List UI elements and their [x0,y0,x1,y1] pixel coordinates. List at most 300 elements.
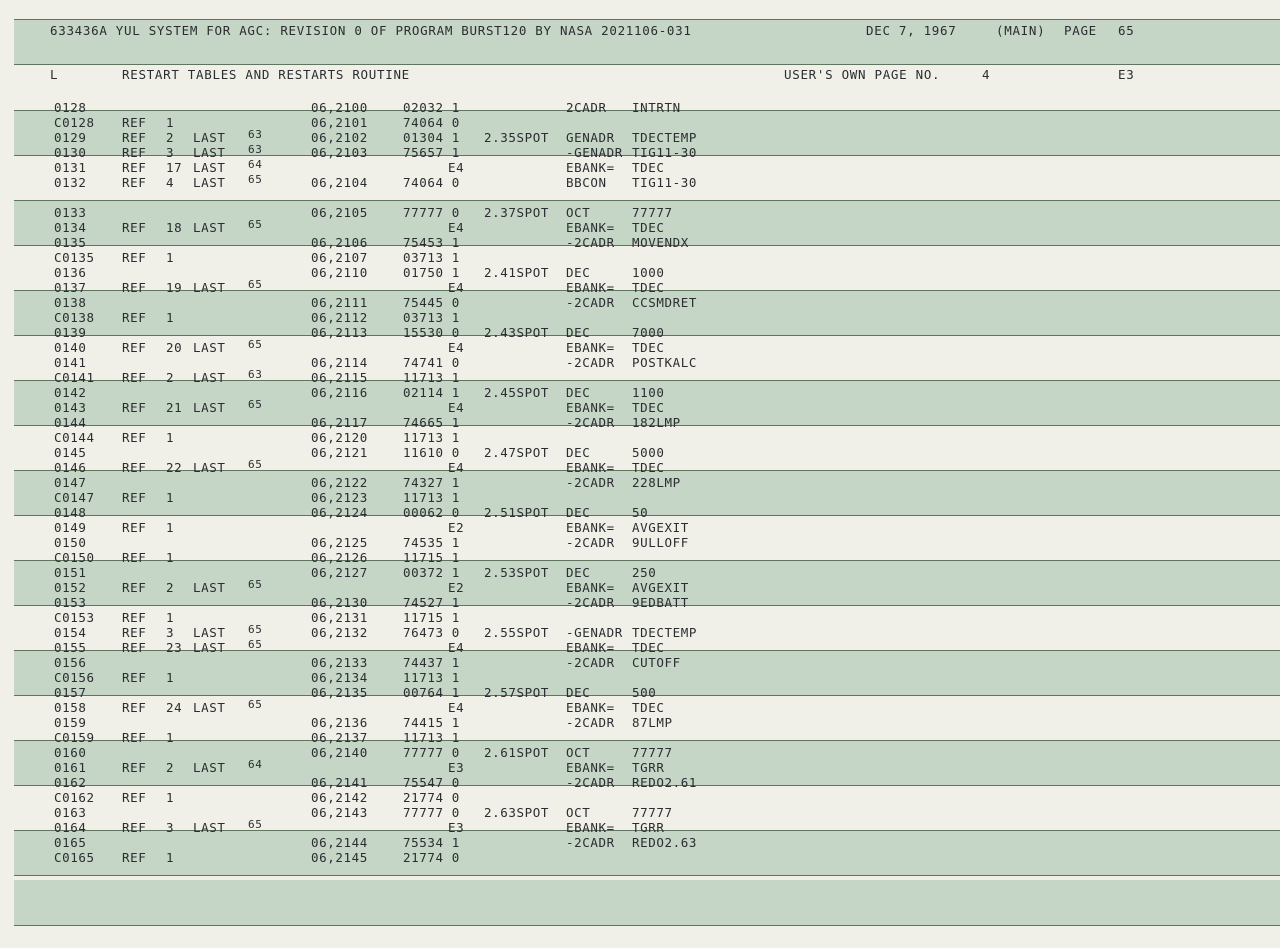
last-keyword: LAST [193,760,226,775]
opcode: -2CADR [566,355,615,370]
address: 06,2131 [311,610,368,625]
octal-word: 01304 1 [403,130,460,145]
ref-count: 4 [166,175,175,190]
ref-count: 1 [166,850,175,865]
ref-keyword: REF [122,370,147,385]
line-number: 0162 [54,775,87,790]
ref-count: 1 [166,670,175,685]
operand: REDO2.61 [632,775,698,790]
table-row [0,836,1280,851]
address: 06,2102 [311,130,368,145]
operand: TDEC [632,400,665,415]
octal-word: 00764 1 [403,685,460,700]
ref-count: 1 [166,490,175,505]
line-number: C0159 [54,730,95,745]
line-number: 0161 [54,760,87,775]
ref-keyword: REF [122,790,147,805]
table-row [0,458,1280,476]
page-number: 65 [1118,23,1135,38]
ref-keyword: REF [122,820,147,835]
table-row [0,851,1280,866]
line-number: 0134 [54,220,87,235]
ref-count: 21 [166,400,183,415]
octal-word: 74415 1 [403,715,460,730]
users-page-label: USER'S OWN PAGE NO. [784,67,941,82]
operand: POSTKALC [632,355,698,370]
last-page: 65 [248,698,263,711]
opcode: EBANK= [566,760,615,775]
operand: INTRTN [632,100,681,115]
ref-count: 1 [166,730,175,745]
table-row [0,116,1280,131]
address: 06,2136 [311,715,368,730]
line-number: C0162 [54,790,95,805]
table-row [0,716,1280,731]
symbol-label: 2.63SPOT [484,805,550,820]
octal-word: E4 [448,700,465,715]
ref-keyword: REF [122,145,147,160]
log-section-letter: L [50,67,59,82]
last-keyword: LAST [193,130,226,145]
table-row [0,311,1280,326]
ref-keyword: REF [122,625,147,640]
table-row [0,698,1280,716]
line-number: 0147 [54,475,87,490]
opcode: EBANK= [566,160,615,175]
operand: REDO2.63 [632,835,698,850]
operand: 1100 [632,385,665,400]
octal-word: E4 [448,340,465,355]
octal-word: 11715 1 [403,610,460,625]
opcode: DEC [566,445,591,460]
operand: AVGEXIT [632,580,689,595]
table-row [0,218,1280,236]
table-row [0,416,1280,431]
ref-count: 2 [166,580,175,595]
line-number: 0137 [54,280,87,295]
line-number: C0128 [54,115,95,130]
line-number: 0128 [54,100,87,115]
address: 06,2100 [311,100,368,115]
opcode: OCT [566,205,591,220]
last-keyword: LAST [193,580,226,595]
operand: 5000 [632,445,665,460]
ref-keyword: REF [122,730,147,745]
operand: TDEC [632,700,665,715]
operand: TGRR [632,820,665,835]
table-row [0,296,1280,311]
line-number: C0165 [54,850,95,865]
address: 06,2137 [311,730,368,745]
table-row [0,671,1280,686]
symbol-label: 2.45SPOT [484,385,550,400]
ref-count: 3 [166,625,175,640]
octal-word: 74064 0 [403,175,460,190]
octal-word: 03713 1 [403,310,460,325]
table-row [0,206,1280,221]
octal-word: 75534 1 [403,835,460,850]
symbol-label: 2.51SPOT [484,505,550,520]
table-row [0,521,1280,536]
opcode: GENADR [566,130,615,145]
last-page: 65 [248,638,263,651]
address: 06,2113 [311,325,368,340]
octal-word: 74327 1 [403,475,460,490]
table-row [0,476,1280,491]
table-row [0,746,1280,761]
ref-count: 1 [166,520,175,535]
line-number: 0149 [54,520,87,535]
listing-main: (MAIN) [996,23,1046,38]
ref-count: 1 [166,310,175,325]
opcode: EBANK= [566,280,615,295]
listing-date: DEC 7, 1967 [866,23,957,38]
table-row [0,506,1280,521]
line-number: 0135 [54,235,87,250]
line-number: 0160 [54,745,87,760]
line-number: 0155 [54,640,87,655]
address: 06,2120 [311,430,368,445]
operand: 1000 [632,265,665,280]
section-title: RESTART TABLES AND RESTARTS ROUTINE [122,67,410,82]
line-number: 0159 [54,715,87,730]
address: 06,2106 [311,235,368,250]
table-row [0,266,1280,281]
octal-word: 75445 0 [403,295,460,310]
line-number: C0150 [54,550,95,565]
octal-word: 11610 0 [403,445,460,460]
address: 06,2145 [311,850,368,865]
opcode: DEC [566,505,591,520]
rule [14,925,1280,926]
table-row [0,731,1280,746]
last-keyword: LAST [193,280,226,295]
table-row [0,656,1280,671]
listing-title: 633436A YUL SYSTEM FOR AGC: REVISION 0 OF PROGRAM BURST120 BY NASA 2021106-031 [50,23,692,38]
last-page: 65 [248,278,263,291]
table-row [0,128,1280,146]
line-number: 0133 [54,205,87,220]
operand: TDEC [632,460,665,475]
opcode: -2CADR [566,295,615,310]
octal-word: 76473 0 [403,625,460,640]
address: 06,2140 [311,745,368,760]
octal-word: 11713 1 [403,370,460,385]
octal-word: 77777 0 [403,205,460,220]
opcode: EBANK= [566,820,615,835]
octal-word: 11713 1 [403,730,460,745]
line-number: C0135 [54,250,95,265]
table-row [0,368,1280,386]
address: 06,2144 [311,835,368,850]
last-page: 65 [248,818,263,831]
opcode: EBANK= [566,700,615,715]
octal-word: 02114 1 [403,385,460,400]
last-keyword: LAST [193,145,226,160]
operand: TGRR [632,760,665,775]
operand: TDEC [632,280,665,295]
octal-word: 11713 1 [403,430,460,445]
line-number: 0136 [54,265,87,280]
operand: TDECTEMP [632,625,698,640]
ref-count: 1 [166,115,175,130]
table-row [0,158,1280,176]
address: 06,2107 [311,250,368,265]
ref-count: 1 [166,790,175,805]
operand: 500 [632,685,657,700]
address: 06,2130 [311,595,368,610]
octal-word: 03713 1 [403,250,460,265]
table-row [0,818,1280,836]
last-keyword: LAST [193,400,226,415]
line-number: 0142 [54,385,87,400]
opcode: -2CADR [566,415,615,430]
octal-word: 74535 1 [403,535,460,550]
opcode: -2CADR [566,475,615,490]
table-row [0,356,1280,371]
last-keyword: LAST [193,340,226,355]
table-row [0,791,1280,806]
line-number: 0129 [54,130,87,145]
table-row [0,611,1280,626]
octal-word: 75547 0 [403,775,460,790]
table-row [0,638,1280,656]
octal-word: 77777 0 [403,805,460,820]
ref-keyword: REF [122,700,147,715]
line-number: 0148 [54,505,87,520]
operand: AVGEXIT [632,520,689,535]
table-row [0,758,1280,776]
address: 06,2122 [311,475,368,490]
opcode: EBANK= [566,580,615,595]
last-page: 63 [248,368,263,381]
ref-count: 2 [166,370,175,385]
ref-keyword: REF [122,850,147,865]
ref-count: 19 [166,280,183,295]
ref-count: 24 [166,700,183,715]
octal-word: 74527 1 [403,595,460,610]
table-row [0,446,1280,461]
last-keyword: LAST [193,640,226,655]
table-row [0,398,1280,416]
ref-keyword: REF [122,340,147,355]
operand: TDEC [632,340,665,355]
octal-word: 77777 0 [403,745,460,760]
last-keyword: LAST [193,625,226,640]
address: 06,2142 [311,790,368,805]
address: 06,2117 [311,415,368,430]
octal-word: 75657 1 [403,145,460,160]
line-number: 0146 [54,460,87,475]
octal-word: 75453 1 [403,235,460,250]
opcode: EBANK= [566,520,615,535]
opcode: -2CADR [566,655,615,670]
table-row [0,551,1280,566]
line-number: C0144 [54,430,95,445]
opcode: EBANK= [566,220,615,235]
page-label: PAGE [1064,23,1097,38]
opcode: -2CADR [566,775,615,790]
operand: CCSMDRET [632,295,698,310]
ref-keyword: REF [122,670,147,685]
operand: TDECTEMP [632,130,698,145]
operand: 9EDBATT [632,595,689,610]
line-number: 0131 [54,160,87,175]
table-row [0,101,1280,116]
ref-keyword: REF [122,220,147,235]
opcode: DEC [566,385,591,400]
ref-count: 2 [166,760,175,775]
address: 06,2116 [311,385,368,400]
address: 06,2111 [311,295,368,310]
ref-count: 17 [166,160,183,175]
table-row [0,338,1280,356]
table-row [0,143,1280,161]
symbol-label: 2.35SPOT [484,130,550,145]
address: 06,2104 [311,175,368,190]
octal-word: E3 [448,760,465,775]
last-page: 65 [248,218,263,231]
opcode: BBCON [566,175,607,190]
address: 06,2143 [311,805,368,820]
address: 06,2125 [311,535,368,550]
line-number: C0147 [54,490,95,505]
operand: 77777 [632,205,673,220]
table-row [0,491,1280,506]
last-page: 63 [248,128,263,141]
line-number: 0132 [54,175,87,190]
line-number: 0150 [54,535,87,550]
address: 06,2141 [311,775,368,790]
line-number: 0154 [54,625,87,640]
operand: MOVENDX [632,235,689,250]
table-row [0,251,1280,266]
line-number: C0153 [54,610,95,625]
opcode: DEC [566,685,591,700]
ref-keyword: REF [122,490,147,505]
line-number: 0153 [54,595,87,610]
operand: TDEC [632,640,665,655]
e-code: E3 [1118,67,1135,82]
opcode: DEC [566,565,591,580]
table-row [0,326,1280,341]
address: 06,2134 [311,670,368,685]
ref-keyword: REF [122,280,147,295]
line-number: C0138 [54,310,95,325]
opcode: -2CADR [566,835,615,850]
ref-keyword: REF [122,130,147,145]
line-number: 0157 [54,685,87,700]
operand: 250 [632,565,657,580]
symbol-label: 2.41SPOT [484,265,550,280]
opcode: -2CADR [566,235,615,250]
octal-word: 01750 1 [403,265,460,280]
octal-word: E4 [448,640,465,655]
opcode: EBANK= [566,640,615,655]
octal-word: 02032 1 [403,100,460,115]
address: 06,2124 [311,505,368,520]
table-row [0,578,1280,596]
address: 06,2132 [311,625,368,640]
last-keyword: LAST [193,820,226,835]
opcode: -GENADR [566,625,623,640]
line-number: 0130 [54,145,87,160]
ref-count: 22 [166,460,183,475]
line-number: 0141 [54,355,87,370]
address: 06,2115 [311,370,368,385]
line-number: 0139 [54,325,87,340]
opcode: OCT [566,745,591,760]
ref-count: 1 [166,430,175,445]
last-keyword: LAST [193,220,226,235]
ref-keyword: REF [122,115,147,130]
octal-word: 74064 0 [403,115,460,130]
ref-keyword: REF [122,760,147,775]
octal-word: E4 [448,460,465,475]
last-keyword: LAST [193,175,226,190]
ref-keyword: REF [122,175,147,190]
address: 06,2127 [311,565,368,580]
last-page: 65 [248,338,263,351]
ref-count: 2 [166,130,175,145]
ref-count: 1 [166,550,175,565]
symbol-label: 2.47SPOT [484,445,550,460]
last-keyword: LAST [193,460,226,475]
line-number: 0163 [54,805,87,820]
ref-keyword: REF [122,640,147,655]
operand: TDEC [632,220,665,235]
symbol-label: 2.61SPOT [484,745,550,760]
symbol-label: 2.55SPOT [484,625,550,640]
table-row [0,566,1280,581]
address: 06,2112 [311,310,368,325]
last-keyword: LAST [193,370,226,385]
ref-count: 18 [166,220,183,235]
operand: TDEC [632,160,665,175]
ref-keyword: REF [122,580,147,595]
octal-word: 15530 0 [403,325,460,340]
ref-keyword: REF [122,550,147,565]
last-page: 63 [248,143,263,156]
ref-count: 20 [166,340,183,355]
symbol-label: 2.37SPOT [484,205,550,220]
ref-count: 1 [166,250,175,265]
octal-word: 11713 1 [403,490,460,505]
octal-word: 74741 0 [403,355,460,370]
opcode: -2CADR [566,715,615,730]
opcode: -2CADR [566,535,615,550]
symbol-label: 2.53SPOT [484,565,550,580]
ref-keyword: REF [122,430,147,445]
table-row [0,806,1280,821]
address: 06,2110 [311,265,368,280]
ref-count: 23 [166,640,183,655]
last-page: 64 [248,758,263,771]
line-number: 0164 [54,820,87,835]
users-page-number: 4 [982,67,991,82]
address: 06,2123 [311,490,368,505]
line-number: 0152 [54,580,87,595]
octal-word: E4 [448,220,465,235]
line-number: 0158 [54,700,87,715]
octal-word: 74665 1 [403,415,460,430]
address: 06,2126 [311,550,368,565]
octal-word: E3 [448,820,465,835]
opcode: EBANK= [566,340,615,355]
address: 06,2114 [311,355,368,370]
symbol-label: 2.57SPOT [484,685,550,700]
octal-word: 00062 0 [403,505,460,520]
